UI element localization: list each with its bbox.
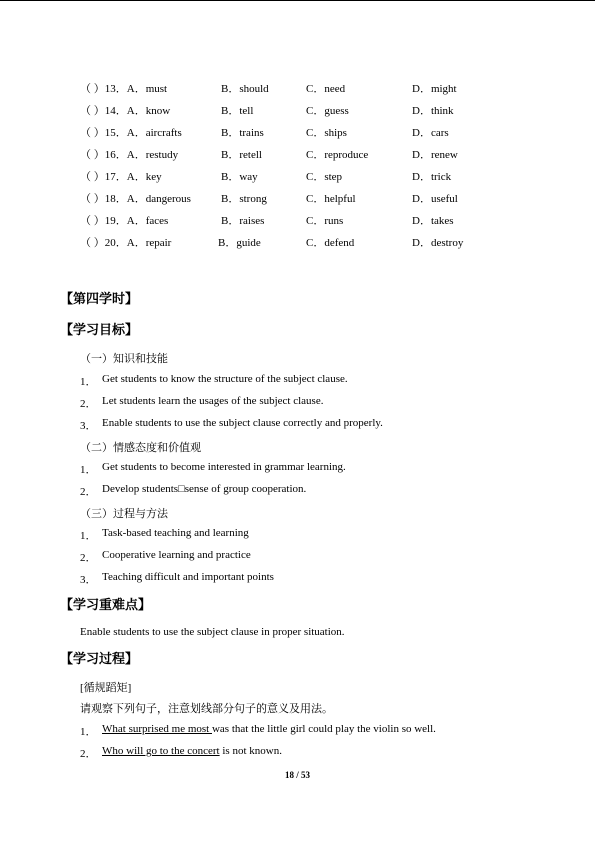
item-number: 3． <box>80 420 97 432</box>
sentence-rest: is not known. <box>219 745 282 757</box>
option-b: B．guide <box>218 237 261 249</box>
item-text: Task-based teaching and learning <box>102 527 249 539</box>
option-c: C．helpful <box>306 193 356 205</box>
item-number: 2． <box>80 398 97 410</box>
underlined-clause: Who will go to the concert <box>102 745 220 757</box>
option-b: B．way <box>221 171 258 183</box>
question-stem: （ ）18．A．dangerous <box>80 193 191 205</box>
option-d: D．renew <box>412 149 458 161</box>
question-stem: （ ）16．A．restudy <box>80 149 179 161</box>
item-number: 3． <box>80 574 97 586</box>
item-text: Get students to know the structure of the subject clause. <box>102 373 348 385</box>
section-heading-lesson: 【第四学时】 <box>60 292 139 307</box>
option-d: D．might <box>412 83 457 95</box>
item-text: Develop students□sense of group cooperation. <box>102 483 307 495</box>
item-text: Get students to become interested in grammar learning. <box>102 461 346 473</box>
item-number: 1． <box>80 530 97 542</box>
option-c: C．step <box>306 171 343 183</box>
option-c: C．runs <box>306 215 344 227</box>
question-stem: （ ）15．A．aircrafts <box>80 127 182 139</box>
item-text: Cooperative learning and practice <box>102 549 251 561</box>
sentence-text <box>102 745 282 757</box>
option-c: C．need <box>306 83 346 95</box>
option-d: D．destroy <box>412 237 464 249</box>
item-number: 2． <box>80 748 97 760</box>
option-d: D．useful <box>412 193 458 205</box>
sentence-text <box>102 723 436 735</box>
option-b: B．tell <box>221 105 254 117</box>
option-c: C．reproduce <box>306 149 369 161</box>
option-b: B．strong <box>221 193 267 205</box>
item-text: Let students learn the usages of the subject clause. <box>102 395 324 407</box>
goals-part1-title: （一）知识和技能 <box>80 353 168 365</box>
question-stem: （ ）14．A．know <box>80 105 171 117</box>
item-text: Enable students to use the subject clause correctly and properly. <box>102 417 383 429</box>
section-heading-goals: 【学习目标】 <box>60 323 139 338</box>
header-rule <box>0 0 595 1</box>
section-heading-key-points: 【学习重难点】 <box>60 598 152 613</box>
question-stem: （ ）20．A．repair <box>80 237 172 249</box>
process-tag: [循规蹈矩] <box>80 682 132 694</box>
sentence-rest: was that the little girl could play the violin so well. <box>211 723 436 735</box>
underlined-clause: What surprised me most <box>102 723 212 735</box>
question-stem: （ ）13．A．must <box>80 83 168 95</box>
option-b: B．raises <box>221 215 265 227</box>
item-text: Teaching difficult and important points <box>102 571 274 583</box>
option-b: B．should <box>221 83 269 95</box>
option-c: C．defend <box>306 237 355 249</box>
page-number: 18 / 53 <box>284 770 310 780</box>
process-instruction: 请观察下列句子，注意划线部分句子的意义及用法。 <box>80 703 333 715</box>
goals-part2-title: （二）情感态度和价值观 <box>80 442 201 454</box>
option-d: D．takes <box>412 215 454 227</box>
section-heading-process: 【学习过程】 <box>60 652 139 667</box>
item-number: 2． <box>80 552 97 564</box>
option-d: D．think <box>412 105 454 117</box>
option-d: D．cars <box>412 127 449 139</box>
option-c: C．ships <box>306 127 347 139</box>
question-stem: （ ）17．A．key <box>80 171 162 183</box>
key-points-text: Enable students to use the subject clause in proper situation. <box>80 626 345 638</box>
item-number: 1． <box>80 376 97 388</box>
option-d: D．trick <box>412 171 452 183</box>
goals-part3-title: （三）过程与方法 <box>80 508 168 520</box>
question-stem: （ ）19．A．faces <box>80 215 169 227</box>
option-c: C．guess <box>306 105 349 117</box>
item-number: 2． <box>80 486 97 498</box>
item-number: 1． <box>80 726 97 738</box>
option-b: B．retell <box>221 149 262 161</box>
option-b: B．trains <box>221 127 264 139</box>
item-number: 1． <box>80 464 97 476</box>
